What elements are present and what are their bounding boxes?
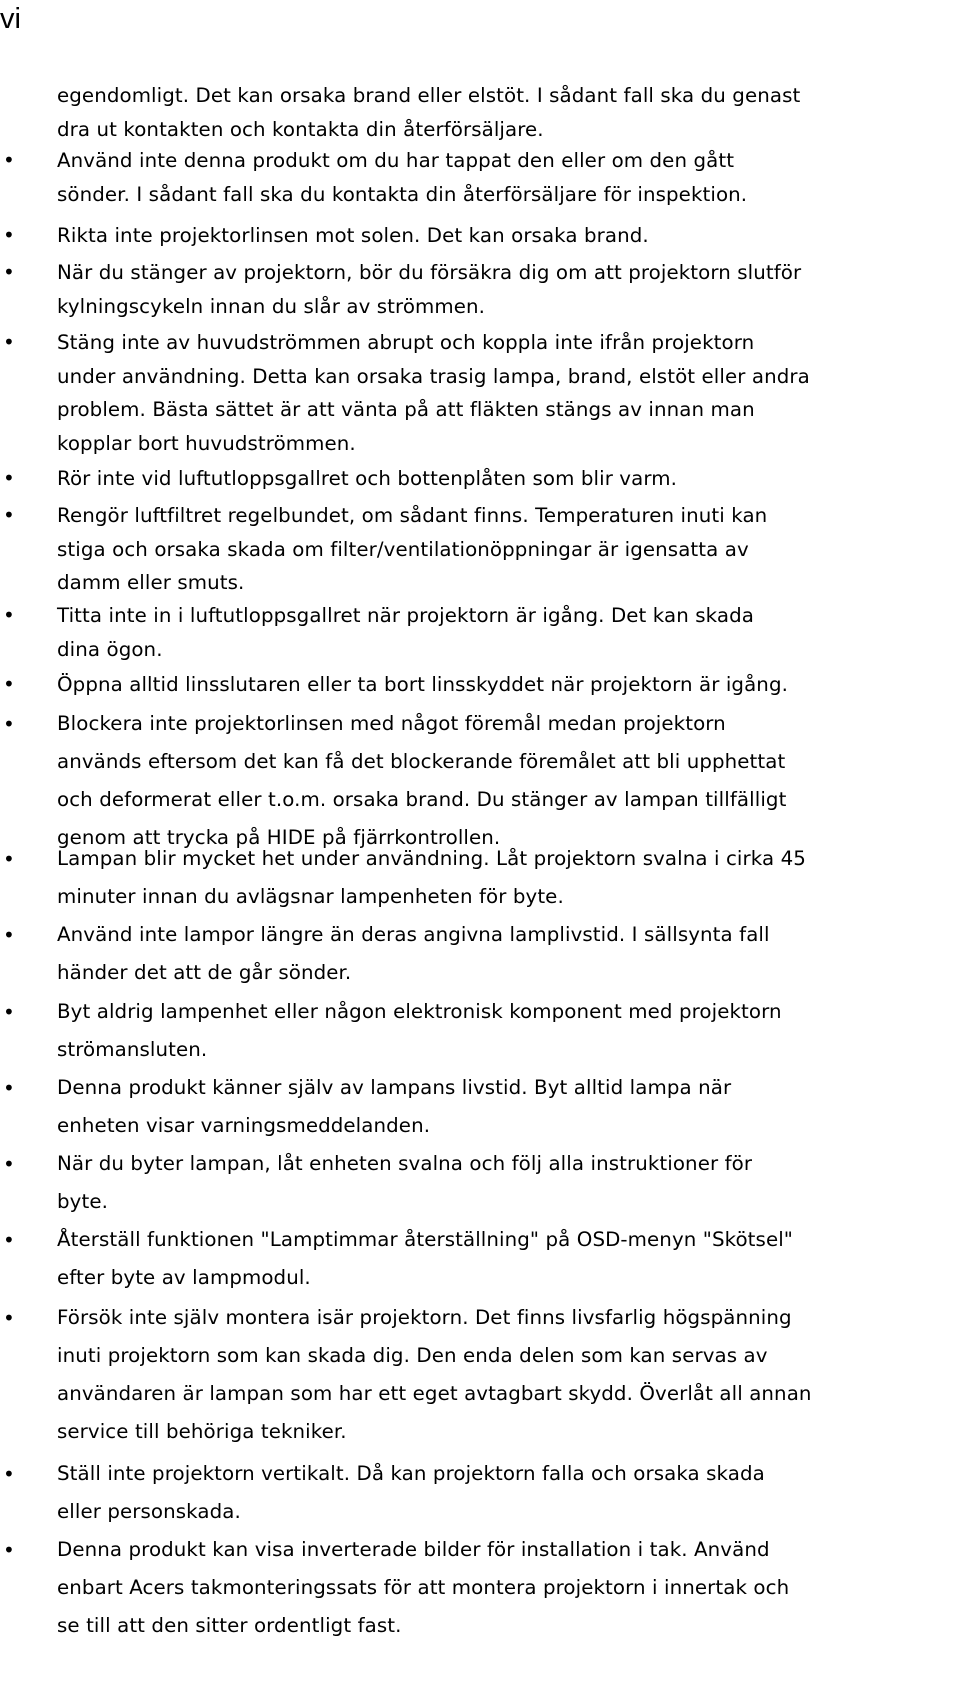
text-line: egendomligt. Det kan orsaka brand eller elstöt. I sådant fall ska du genast (57, 84, 801, 107)
text-line: enbart Acers takmonteringssats för att montera projektorn i innertak och (57, 1576, 790, 1599)
bullet-icon: • (3, 148, 15, 172)
text-line: Rikta inte projektorlinsen mot solen. Det kan orsaka brand. (57, 224, 649, 247)
bullet-icon: • (3, 503, 15, 527)
text-line: minuter innan du avlägsnar lampenheten för byte. (57, 885, 564, 908)
bullet-icon: • (3, 847, 15, 871)
bullet-icon: • (3, 923, 15, 947)
bullet-icon: • (3, 1076, 15, 1100)
bullet-icon: • (3, 1228, 15, 1252)
bullet-icon: • (3, 223, 15, 247)
text-line: service till behöriga tekniker. (57, 1420, 347, 1443)
list-item (3, 1069, 952, 1145)
list-item (3, 462, 952, 496)
bullet-icon: • (3, 672, 15, 696)
text-line: Titta inte in i luftutloppsgallret när projektorn är igång. Det kan skada (57, 604, 754, 627)
page-number: vi (0, 3, 21, 35)
text-line: Försök inte själv montera isär projektorn. Det finns livsfarlig högspänning (57, 1306, 792, 1329)
text-line: under användning. Detta kan orsaka trasig lampa, brand, elstöt eller andra (57, 364, 810, 388)
text-line: När du byter lampan, låt enheten svalna och följ alla instruktioner för (57, 1152, 753, 1175)
bullet-icon: • (3, 603, 15, 627)
list-item (3, 599, 952, 666)
text-line: strömansluten. (57, 1038, 208, 1061)
text-line: händer det att de går sönder. (57, 961, 352, 984)
list-item (3, 1455, 952, 1531)
text-line: kopplar bort huvudströmmen. (57, 431, 356, 455)
list-item (3, 256, 952, 323)
text-line: stiga och orsaka skada om filter/ventilationöppningar är igensatta av (57, 537, 749, 561)
text-line: efter byte av lampmodul. (57, 1266, 311, 1289)
list-item (3, 499, 952, 600)
text-line: Använd inte denna produkt om du har tappat den eller om den gått (57, 149, 735, 172)
text-line: problem. Bästa sättet är att vänta på att fläkten stängs av innan man (57, 398, 755, 421)
text-line: damm eller smuts. (57, 571, 245, 594)
text-line: inuti projektorn som kan skada dig. Den enda delen som kan servas av (57, 1344, 768, 1367)
text-line: Lampan blir mycket het under användning. Låt projektorn svalna i cirka 45 (57, 847, 806, 870)
text-line: och deformerat eller t.o.m. orsaka brand. Du stänger av lampan tillfälligt (57, 788, 787, 811)
list-item (3, 705, 952, 857)
text-line: Rengör luftfiltret regelbundet, om sådant finns. Temperaturen inuti kan (57, 504, 768, 527)
text-line: dina ögon. (57, 637, 163, 661)
list-item (3, 1145, 952, 1221)
bullet-icon: • (3, 1000, 15, 1024)
text-line: Rör inte vid luftutloppsgallret och bottenplåten som blir varm. (57, 467, 677, 490)
text-line: se till att den sitter ordentligt fast. (57, 1614, 402, 1637)
list-item (3, 1531, 952, 1645)
bullet-icon: • (3, 330, 15, 354)
text-line: Denna produkt kan visa inverterade bilder för installation i tak. Använd (57, 1538, 770, 1561)
text-line: Använd inte lampor längre än deras angivna lamplivstid. I sällsynta fall (57, 923, 770, 946)
bullet-icon: • (3, 1462, 15, 1486)
list-item (3, 840, 952, 916)
list-item (3, 326, 952, 460)
list-item (3, 1299, 952, 1451)
text-line: Stäng inte av huvudströmmen abrupt och koppla inte ifrån projektorn (57, 331, 755, 354)
bullet-icon: • (3, 1306, 15, 1330)
text-line: byte. (57, 1190, 108, 1213)
text-line: Återställ funktionen "Lamptimmar återställning" på OSD-menyn "Skötsel" (57, 1228, 794, 1251)
text-line: eller personskada. (57, 1500, 241, 1523)
bullet-icon: • (3, 712, 15, 736)
text-line: genom att trycka på HIDE på fjärrkontrollen. (57, 826, 501, 849)
bullet-icon: • (3, 466, 15, 490)
text-line: Ställ inte projektorn vertikalt. Då kan projektorn falla och orsaka skada (57, 1462, 765, 1485)
text-line: sönder. I sådant fall ska du kontakta din återförsäljare för inspektion. (57, 182, 748, 206)
bullet-icon: • (3, 260, 15, 284)
list-item (3, 1221, 952, 1297)
text-line: Blockera inte projektorlinsen med något föremål medan projektorn (57, 712, 726, 735)
text-line: kylningscykeln innan du slår av strömmen. (57, 294, 486, 318)
list-item (3, 993, 952, 1069)
text-line: Byt aldrig lampenhet eller någon elektronisk komponent med projektorn (57, 1000, 782, 1023)
text-line: dra ut kontakten och kontakta din återförsäljare. (57, 117, 544, 141)
bullet-icon: • (3, 1152, 15, 1176)
continuation-paragraph (57, 79, 952, 146)
text-line: användaren är lampan som har ett eget avtagbart skydd. Överlåt all annan (57, 1382, 812, 1405)
text-line: Denna produkt känner själv av lampans livstid. Byt alltid lampa när (57, 1076, 732, 1099)
text-line: används eftersom det kan få det blockerande föremålet att bli upphettat (57, 750, 786, 773)
text-line: enheten visar varningsmeddelanden. (57, 1114, 431, 1137)
list-item (3, 144, 952, 211)
bullet-icon: • (3, 1538, 15, 1562)
text-line: När du stänger av projektorn, bör du försäkra dig om att projektorn slutför (57, 261, 802, 284)
list-item (3, 668, 952, 702)
list-item (3, 219, 952, 253)
text-line: Öppna alltid linsslutaren eller ta bort linsskyddet när projektorn är igång. (57, 673, 788, 696)
list-item (3, 916, 952, 992)
